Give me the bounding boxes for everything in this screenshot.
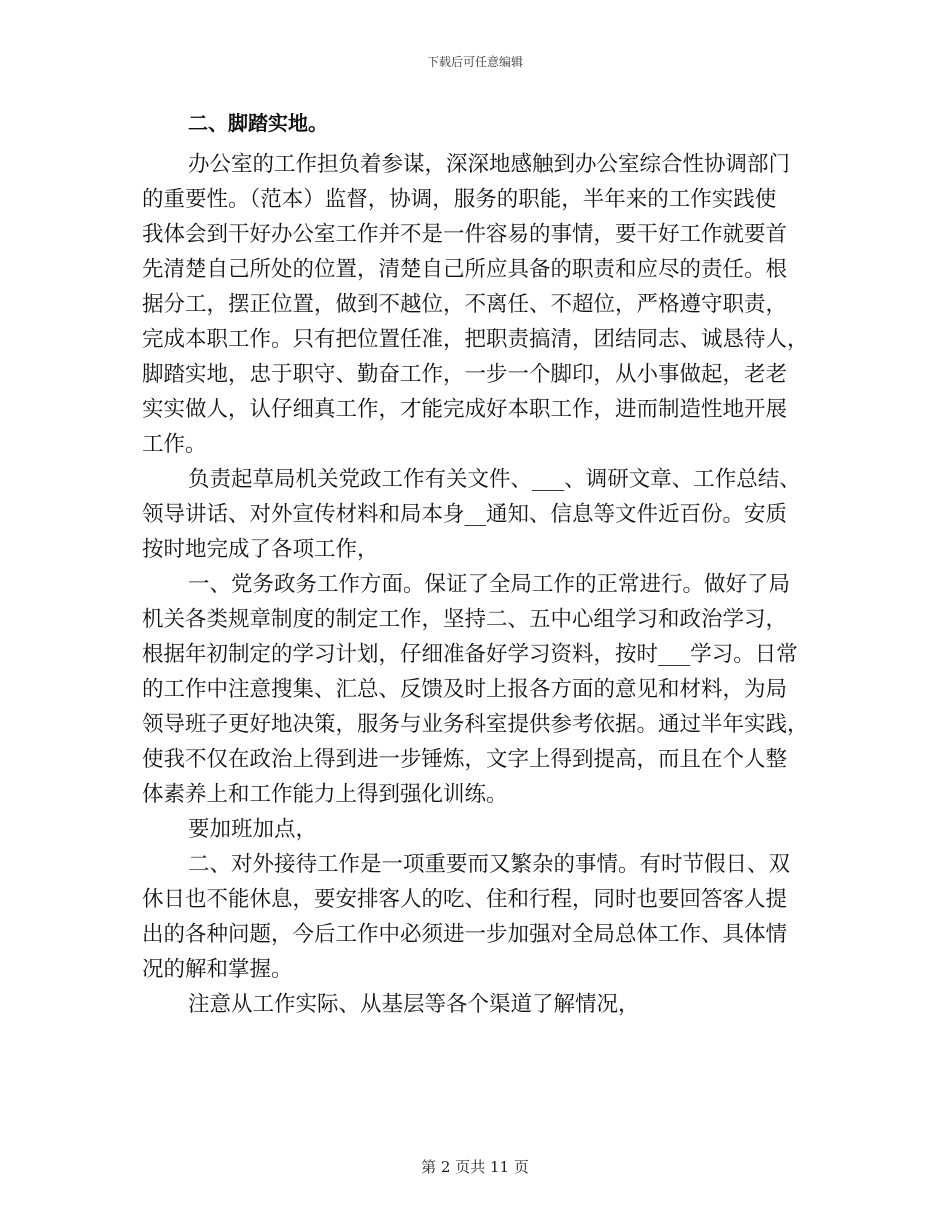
paragraph-line: 机关各类规章制度的制定工作，坚持二、五中心组学习和政治学习， (142, 607, 788, 632)
paragraph-line: 完成本职工作。只有把位置任准，把职责搞清，团结同志、诚恳待人， (142, 327, 809, 352)
paragraph-line: 领导讲话、对外宣传材料和局本身__通知、信息等文件近百份。安质 (142, 502, 788, 527)
paragraph-line: 使我不仅在政治上得到进一步锤炼，文字上得到提高，而且在个人整 (142, 747, 788, 772)
paragraph-6 (142, 987, 812, 1022)
paragraph-line: 按时地完成了各项工作， (142, 537, 379, 562)
paragraph-2 (142, 462, 812, 567)
paragraph-line: 据分工，摆正位置，做到不越位，不离任、不超位，严格遵守职责， (142, 292, 788, 317)
paragraph-1 (142, 147, 812, 462)
paragraph-line: 休日也不能休息，要安排客人的吃、住和行程，同时也要回答客人提 (142, 887, 788, 912)
paragraph-line: 办公室的工作担负着参谋，深深地感触到办公室综合性协调部门 (188, 152, 791, 177)
paragraph-line: 先清楚自己所处的位置，清楚自己所应具备的职责和应尽的责任。根 (142, 257, 788, 282)
paragraph-line: 体素养上和工作能力上得到强化训练。 (142, 782, 508, 807)
document-body (142, 103, 812, 1022)
paragraph-line: 工作。 (142, 432, 207, 457)
paragraph-line: 的工作中注意搜集、汇总、反馈及时上报各方面的意见和材料，为局 (142, 677, 788, 702)
paragraph-3 (142, 567, 812, 812)
paragraph-line: 脚踏实地，忠于职守、勤奋工作，一步一个脚印，从小事做起，老老 (142, 362, 788, 387)
paragraph-line: 一、党务政务工作方面。保证了全局工作的正常进行。做好了局 (188, 572, 791, 597)
page-footer: 第 2 页共 11 页 (421, 1158, 529, 1176)
paragraph-line: 领导班子更好地决策，服务与业务科室提供参考依据。通过半年实践， (142, 712, 809, 737)
paragraph-line: 的重要性。（范本）监督，协调，服务的职能，半年来的工作实践使 (142, 187, 777, 212)
paragraph-line: 出的各种问题，今后工作中必须进一步加强对全局总体工作、具体情 (142, 922, 788, 947)
paragraph-line: 我体会到干好办公室工作并不是一件容易的事情，要干好工作就要首 (142, 222, 788, 247)
paragraph-line: 况的解和掌握。 (142, 957, 293, 982)
paragraph-line: 负责起草局机关党政工作有关文件、___、调研文章、工作总结、 (188, 467, 801, 492)
paragraph-5 (142, 847, 812, 987)
page-header: 下载后可任意编辑 (426, 55, 523, 69)
paragraph-line: 二、对外接待工作是一项重要而又繁杂的事情。有时节假日、双 (188, 852, 791, 877)
paragraph-line: 根据年初制定的学习计划，仔细准备好学习资料，按时___学习。日常 (142, 642, 798, 667)
paragraph-4 (142, 812, 812, 847)
section-heading: 二、脚踏实地。 (188, 111, 328, 135)
paragraph-line: 注意从工作实际、从基层等各个渠道了解情况， (188, 992, 640, 1017)
paragraph-line: 要加班加点， (188, 817, 318, 842)
paragraph-line: 实实做人，认仔细真工作，才能完成好本职工作，进而制造性地开展 (142, 397, 788, 422)
